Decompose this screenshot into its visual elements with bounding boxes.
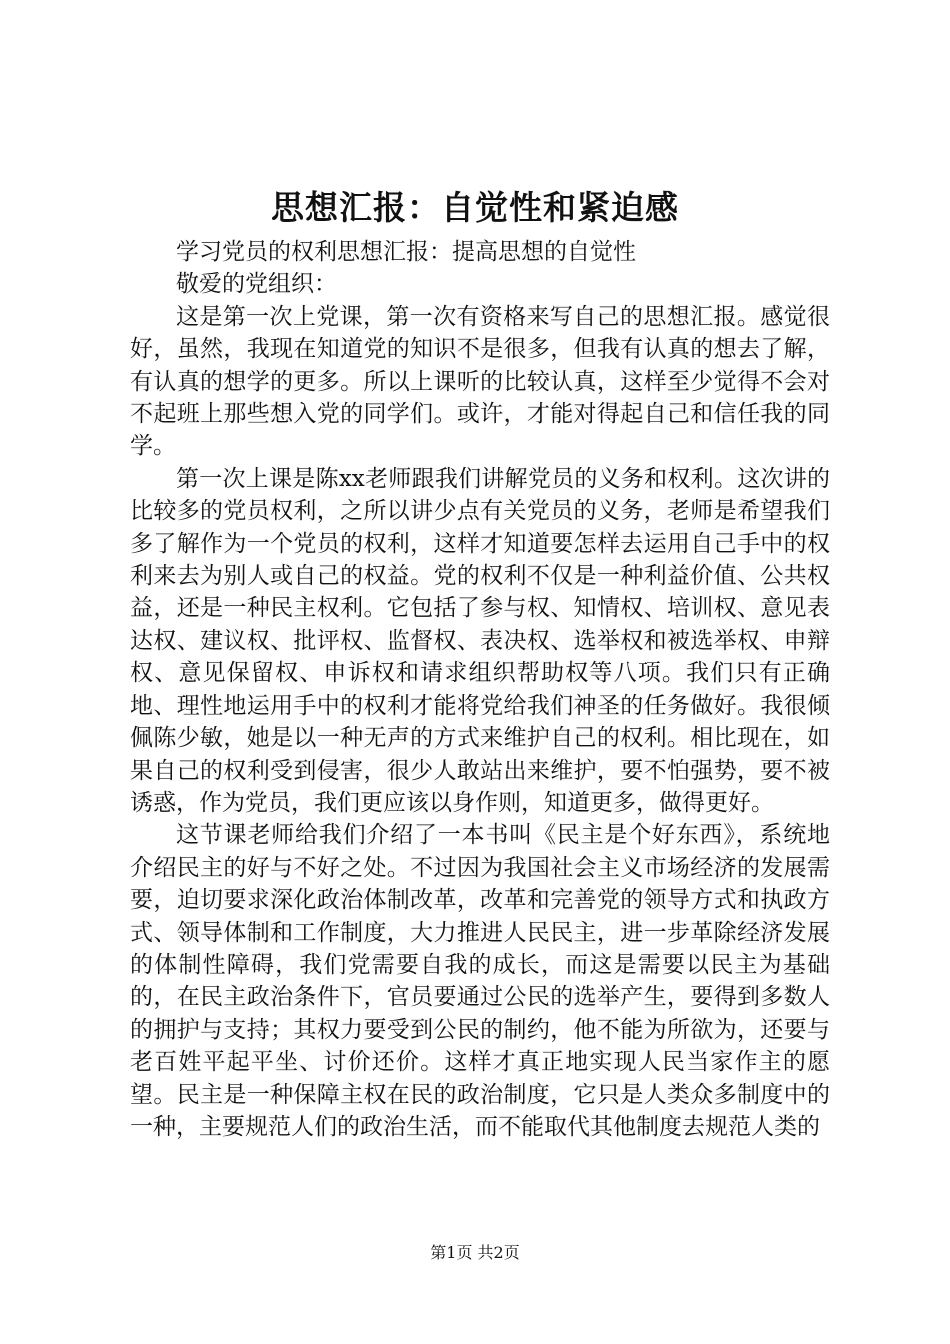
paragraph-3: 这节课老师给我们介绍了一本书叫《民主是个好东西》，系统地介绍民主的好与不好之处。不过因为我国社会主义市场经济的发展需要，迫切要求深化政治体制改革，改革和完善党的领导方式和执政方式、领导体制和工作制度，大力推进人民民主，进一步革除经济发展的体制性障碍，我们党需要自我的成长，而这是需要以民主为基础的，在民主政治条件下，官员要通过公民的选举产生，要得到多数人的拥护与支持；其权力要受到公民的制约，他不能为所欲为，还要与老百姓平起平坐、讨价还价。这样才真正地实现人民当家作主的愿望。民主是一种保障主权在民的政治制度，它只是人类众多制度中的一种，主要规范人们的政治生活，而不能取代其他制度去规范人类的 xyxy=(130,822,830,1140)
document-title: 思想汇报：自觉性和紧迫感 xyxy=(271,188,679,227)
document-body xyxy=(130,236,830,1143)
document-subtitle: 学习党员的权利思想汇报：提高思想的自觉性 xyxy=(176,239,636,265)
paragraph-2: 第一次上课是陈xx老师跟我们讲解党员的义务和权利。这次讲的比较多的党员权利，之所以讲少点有关党员的义务，老师是希望我们多了解作为一个党员的权利，这样才知道要怎样去运用自己手中的权利来去为别人或自己的权益。党的权利不仅是一种利益价值、公共权益，还是一种民主权利。它包括了参与权、知情权、培训权、意见表达权、建议权、批评权、监督权、表决权、选举权和被选举权、申辩权、意见保留权、申诉权和请求组织帮助权等八项。我们只有正确地、理性地运用手中的权利才能将党给我们神圣的任务做好。我很倾佩陈少敏，她是以一种无声的方式来维护自己的权利。相比现在，如果自己的权利受到侵害，很少人敢站出来维护，要不怕强势，要不被诱惑，作为党员，我们更应该以身作则，知道更多，做得更好。 xyxy=(130,465,830,816)
salutation: 敬爱的党组织： xyxy=(176,271,337,298)
page-number-footer: 第1页 共2页 xyxy=(430,1243,520,1262)
paragraph-1: 这是第一次上党课，第一次有资格来写自己的思想汇报。感觉很好，虽然，我现在知道党的知识不是很多，但我有认真的想去了解，有认真的想学的更多。所以上课听的比较认真，这样至少觉得不会对不起班上那些想入党的同学们。或许，才能对得起自己和信任我的同学。 xyxy=(130,303,830,460)
